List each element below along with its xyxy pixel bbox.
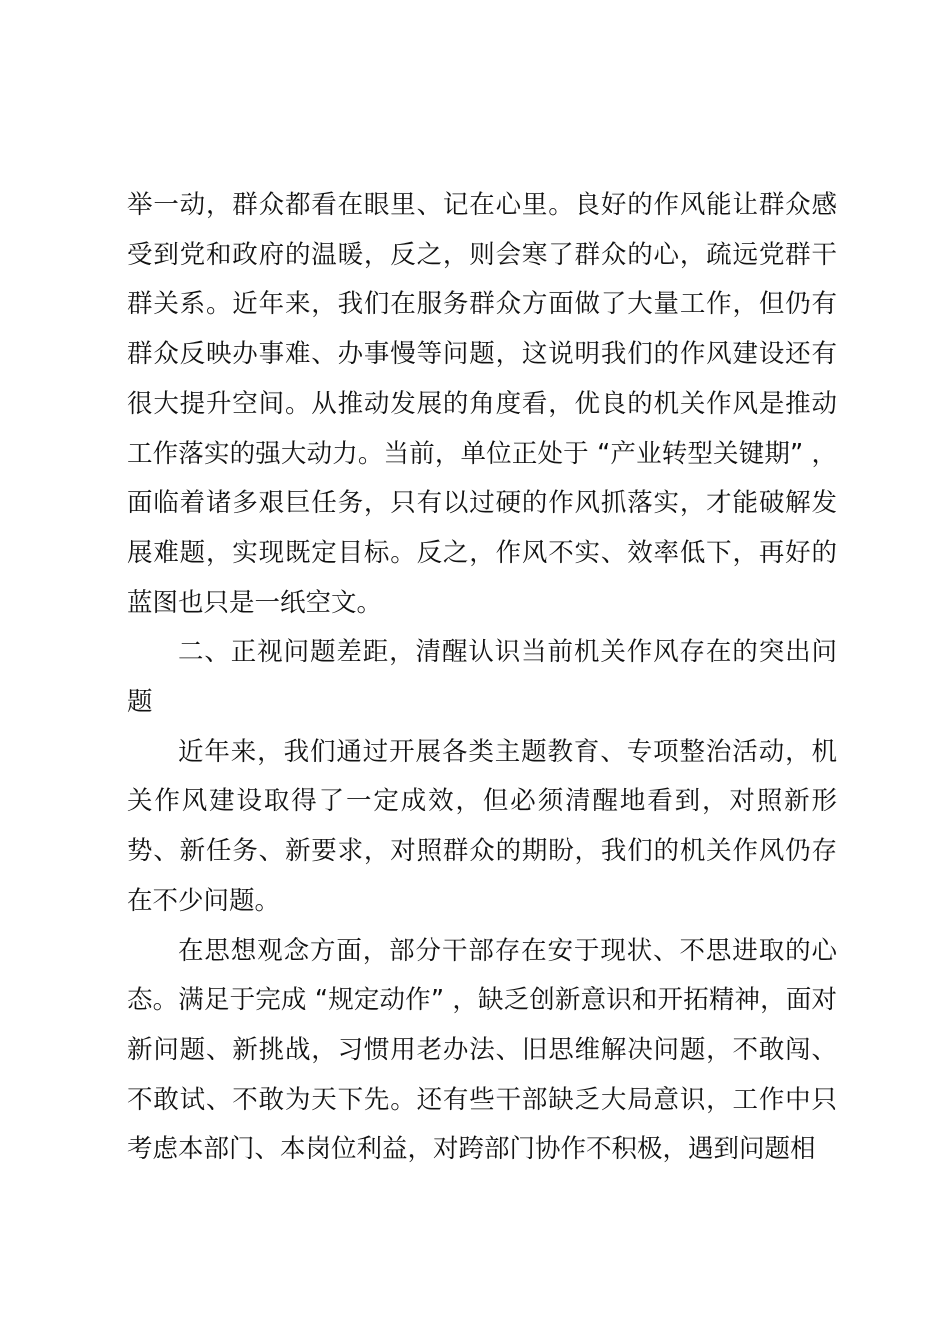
document-body: [127, 181, 837, 1175]
section-heading-two: 二、正视问题差距，清醒认识当前机关作风存在的突出问题: [127, 637, 837, 718]
body-paragraph-section-two-intro: 近年来，我们通过开展各类主题教育、专项整治活动，机关作风建设取得了一定成效，但必须清醒地看到，对照新形势、新任务、新要求，对照群众的期盼，我们的机关作风仍存在不少问题。: [127, 736, 837, 916]
body-paragraph-thinking-concepts: 在思想观念方面，部分干部存在安于现状、不思进取的心态。满足于完成 “规定动作” ，缺乏创新意识和开拓精神，面对新问题、新挑战，习惯用老办法、旧思维解决问题，不敢闯、不敢试、不敢为天下先。还有些干部缺乏大局意识，工作中只考虑本部门、本岗位利益，对跨部门协作不积极，遇到问题相: [127, 935, 837, 1165]
body-paragraph-continuation: 举一动，群众都看在眼里、记在心里。良好的作风能让群众感受到党和政府的温暖，反之，则会寒了群众的心，疏远党群干群关系。近年来，我们在服务群众方面做了大量工作，但仍有群众反映办事难、办事慢等问题，这说明我们的作风建设还有很大提升空间。从推动发展的角度看，优良的机关作风是推动工作落实的强大动力。当前，单位正处于 “产业转型关键期” ，面临着诸多艰巨任务，只有以过硬的作风抓落实，才能破解发展难题，实现既定目标。反之，作风不实、效率低下，再好的蓝图也只是一纸空文。: [127, 190, 837, 618]
